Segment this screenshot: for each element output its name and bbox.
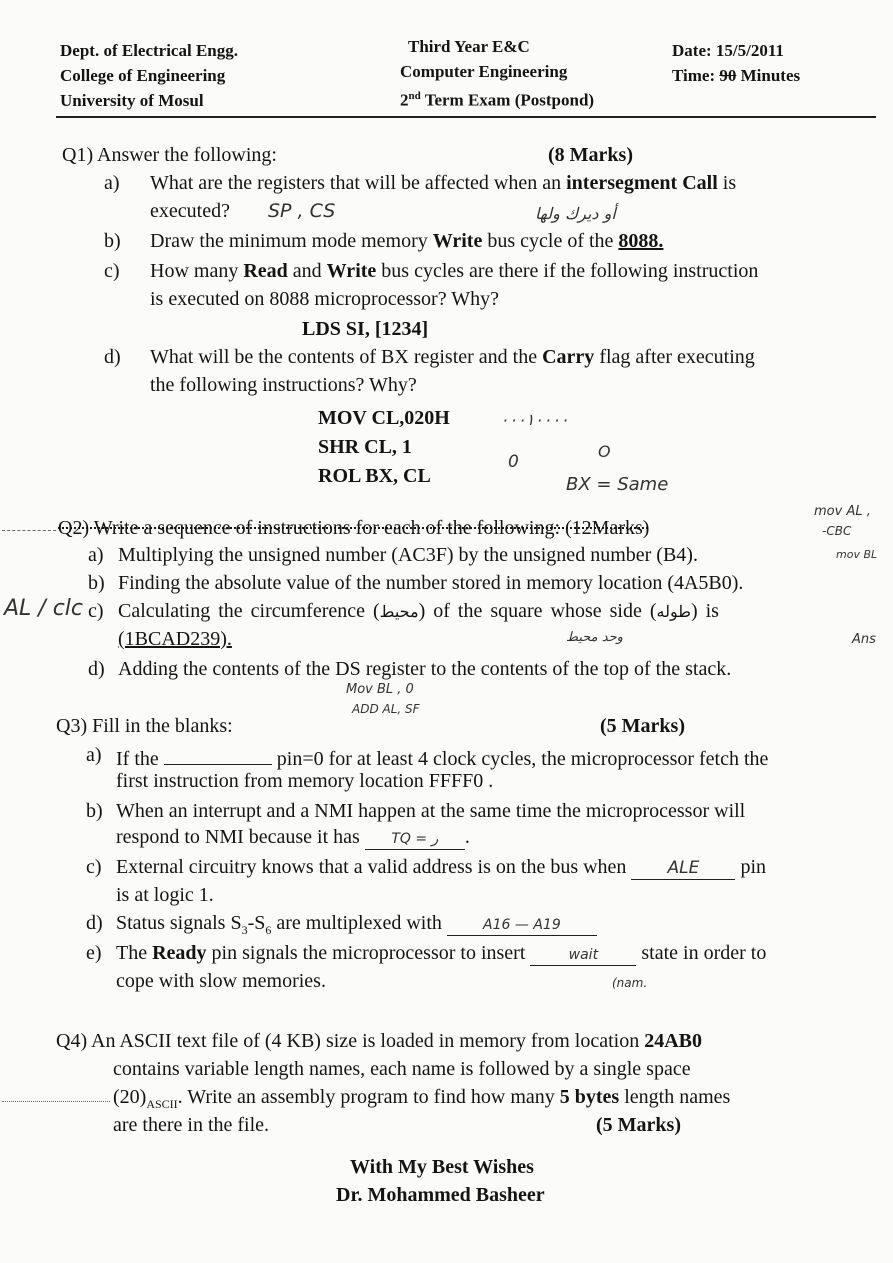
q4-line4: are there in the file. (113, 1114, 270, 1136)
q3c-blank: ALE (631, 856, 735, 880)
q4-margin-dotted-line (2, 1101, 110, 1102)
q3d-blank: A16 — A19 (447, 912, 597, 936)
q2b-letter: b) (88, 572, 105, 594)
dept-line: Dept. of Electrical Engg. (60, 41, 238, 60)
q3a-text-line2: first instruction from memory location FFFF0 . (116, 770, 494, 792)
department-line: Computer Engineering (400, 62, 568, 81)
q2-margin-note-1: mov AL , (814, 504, 871, 519)
q3b-blank: TQ = ر (365, 826, 465, 850)
q3c-text-line2: is at logic 1. (116, 884, 214, 906)
q3e-text-line2: cope with slow memories. (116, 970, 326, 992)
q3e-text: The Ready pin signals the microprocessor to insert wait state in order to (116, 942, 767, 964)
q2c-text-line2: (1BCAD239). (118, 628, 232, 650)
q2d-text: Adding the contents of the DS register to the contents of the top of the stack. (118, 658, 732, 680)
exam-date: Date: 15/5/2011 (672, 41, 784, 60)
q2c-text: Calculating the circumference (محيط) of the square whose side (طوله) is (118, 600, 719, 622)
q2-margin-note-2: -CBC (822, 524, 852, 538)
margin-dotted-line (2, 530, 56, 531)
q1c-text-line2: is executed on 8088 microprocessor? Why? (150, 288, 499, 310)
q1a-handwritten-answer: SP , CS (268, 200, 336, 222)
q2a-text: Multiplying the unsigned number (AC3F) by the unsigned number (B4). (118, 544, 698, 566)
q3e-handwritten-note: (nam. (612, 976, 648, 990)
q3e-letter: e) (86, 942, 102, 964)
q2a-letter: a) (88, 544, 104, 566)
q2c-handwritten-note: وحد محيط (566, 630, 623, 645)
q1c-letter: c) (104, 260, 120, 282)
q2b-text: Finding the absolute value of the number stored in memory location (4A5B0). (118, 572, 744, 594)
q1d-code-line: ROL BX, CL (318, 465, 431, 487)
exam-line: 2nd Term Exam (Postpond) (400, 90, 595, 110)
q1a-handwritten-note: أو ديرك ولها (535, 204, 616, 223)
q4-line1: Q4) An ASCII text file of (4 KB) size is loaded in memory from location 24AB0 (56, 1030, 703, 1052)
q3d-letter: d) (86, 912, 103, 934)
q1c-text: How many Read and Write bus cycles are there if the following instruction (150, 260, 759, 282)
q1d-handwritten-bits: ۰۰۰۱۰۰۰۰ (500, 410, 569, 429)
q4-line2: contains variable length names, each name is followed by a single space (113, 1058, 691, 1080)
q1d-code-line: SHR CL, 1 (318, 436, 412, 458)
q1d-text: What will be the contents of BX register and the Carry flag after executing (150, 346, 755, 368)
header-center (400, 34, 594, 113)
q3d-text: Status signals $S_3-S_6$ are multiplexed with A16 — A19 (116, 912, 597, 938)
q1b-letter: b) (104, 230, 121, 252)
footer-wishes: With My Best Wishes (350, 1156, 534, 1178)
q2c-letter: c) (88, 600, 104, 622)
q2c-margin-handwriting: AL / clc (4, 596, 84, 621)
q1d-code-block (318, 404, 450, 491)
q4-marks: (5 Marks) (596, 1114, 681, 1136)
header-left (60, 38, 238, 113)
university-line: University of Mosul (60, 91, 204, 110)
college-line: College of Engineering (60, 66, 226, 85)
q2-margin-note-3: mov BL (836, 548, 878, 561)
q1a-text: What are the registers that will be affected when an intersegment Call is (150, 172, 737, 194)
q1d-handwritten-same: BX = Same (566, 474, 669, 495)
q1d-handwritten-o: O (598, 442, 611, 461)
q3b-letter: b) (86, 800, 103, 822)
q3c-text: External circuitry knows that a valid address is on the bus when ALE pin (116, 856, 766, 878)
exam-time: Time: 90 Minutes (672, 66, 801, 85)
q2d-handwritten-note-1: Mov BL , 0 (346, 682, 414, 697)
q3-marks: (5 Marks) (600, 715, 685, 737)
q3a-blank (164, 744, 272, 765)
q2d-handwritten-note-2: ADD AL, SF (352, 702, 420, 716)
q1a-letter: a) (104, 172, 120, 194)
q3e-blank: wait (530, 942, 636, 966)
q1d-code-line: MOV CL,020H (318, 407, 450, 429)
q3a-letter: a) (86, 744, 102, 766)
q4-line3: $(20)_{ASCII}$. Write an assembly program to find how many 5 bytes length names (113, 1086, 731, 1111)
q2c-margin-answer: Ans (852, 632, 876, 647)
q1d-letter: d) (104, 346, 121, 368)
q3b-text-line1: When an interrupt and a NMI happen at the same time the microprocessor will (116, 800, 746, 822)
q2-title: Q2) Write a sequence of instructions for each of the following: (12Marks) (58, 517, 650, 539)
q1b-text: Draw the minimum mode memory Write bus cycle of the 8088. (150, 230, 664, 252)
header-right (672, 38, 800, 88)
q3c-letter: c) (86, 856, 102, 878)
q3b-text: respond to NMI because it has TQ = ر . (116, 826, 470, 848)
q3-title: Q3) Fill in the blanks: (56, 715, 233, 737)
q1c-code: LDS SI, [1234] (302, 318, 429, 340)
q1-title: Q1) Answer the following: (62, 144, 277, 166)
q3a-text: If the pin=0 for at least 4 clock cycles, the microprocessor fetch the (116, 744, 768, 771)
header-rule (56, 116, 876, 118)
q1d-text-line2: the following instructions? Why? (150, 374, 417, 396)
q1d-handwritten-zero: 0 (508, 452, 519, 472)
footer-author: Dr. Mohammed Basheer (336, 1184, 545, 1206)
q1-marks: (8 Marks) (548, 144, 633, 166)
q2d-letter: d) (88, 658, 105, 680)
year-line: Third Year E&C (408, 37, 530, 56)
q1a-text-line2: executed? (150, 200, 230, 222)
